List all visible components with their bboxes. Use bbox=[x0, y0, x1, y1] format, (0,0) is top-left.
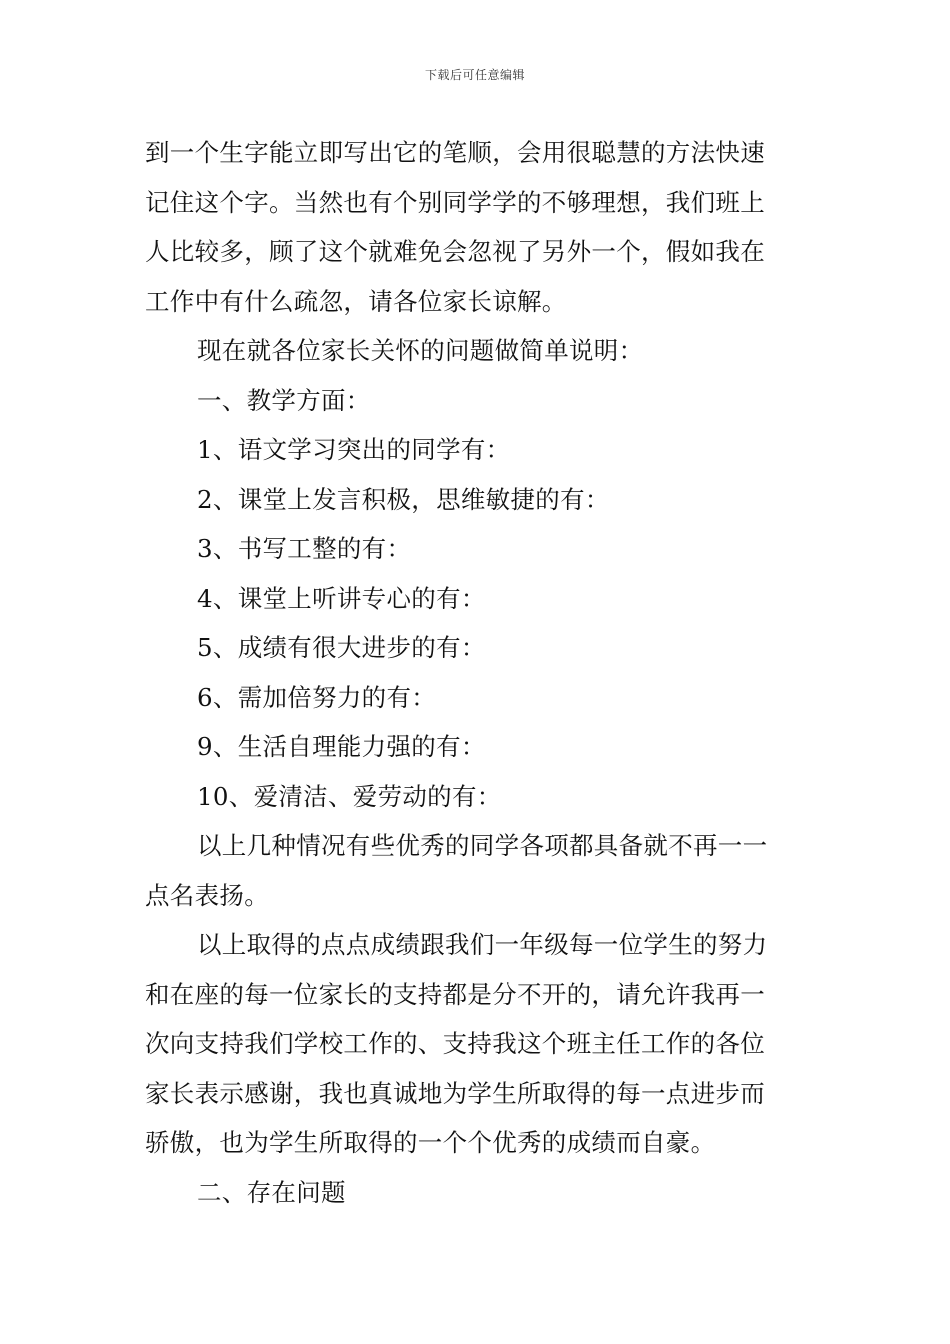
paragraph-line: 点名表扬。 bbox=[145, 880, 269, 910]
list-item: 10、爱清洁、爱劳动的有： bbox=[197, 781, 502, 811]
paragraph-line: 工作中有什么疏忽，请各位家长谅解。 bbox=[145, 286, 567, 316]
paragraph-line: 家长表示感谢，我也真诚地为学生所取得的每一点进步而 bbox=[145, 1078, 765, 1108]
list-item: 1、语文学习突出的同学有： bbox=[197, 435, 511, 464]
paragraph-line: 人比较多，顾了这个就难免会忽视了另外一个，假如我在 bbox=[145, 237, 765, 266]
list-item: 5、成绩有很大进步的有： bbox=[197, 633, 486, 662]
list-item: 3、书写工整的有： bbox=[197, 534, 412, 563]
page-header-note: 下载后可任意编辑 bbox=[424, 68, 525, 82]
section-intro-line: 现在就各位家长关怀的问题做简单说明： bbox=[197, 336, 644, 365]
document-body bbox=[145, 128, 810, 1217]
paragraph-line: 骄傲，也为学生所取得的一个个优秀的成绩而自豪。 bbox=[145, 1128, 716, 1157]
paragraph-line: 次向支持我们学校工作的、支持我这个班主任工作的各位 bbox=[145, 1029, 765, 1058]
list-item: 6、需加倍努力的有： bbox=[197, 682, 437, 712]
list-item: 9、生活自理能力强的有： bbox=[197, 732, 486, 761]
section-heading-teaching: 一、教学方面： bbox=[197, 385, 371, 415]
list-item: 2、课堂上发言积极，思维敏捷的有： bbox=[197, 484, 610, 514]
paragraph-line: 以上几种情况有些优秀的同学各项都具备就不再一一 bbox=[197, 831, 768, 860]
paragraph-line: 和在座的每一位家长的支持都是分不开的，请允许我再一 bbox=[145, 979, 765, 1009]
list-item: 4、课堂上听讲专心的有： bbox=[197, 583, 486, 613]
paragraph-line: 到一个生字能立即写出它的笔顺，会用很聪慧的方法快速 bbox=[145, 138, 765, 167]
paragraph-line: 以上取得的点点成绩跟我们一年级每一位学生的努力 bbox=[197, 930, 768, 959]
section-heading-problems: 二、存在问题 bbox=[197, 1177, 346, 1207]
paragraph-line: 记住这个字。当然也有个别同学学的不够理想，我们班上 bbox=[145, 187, 765, 217]
